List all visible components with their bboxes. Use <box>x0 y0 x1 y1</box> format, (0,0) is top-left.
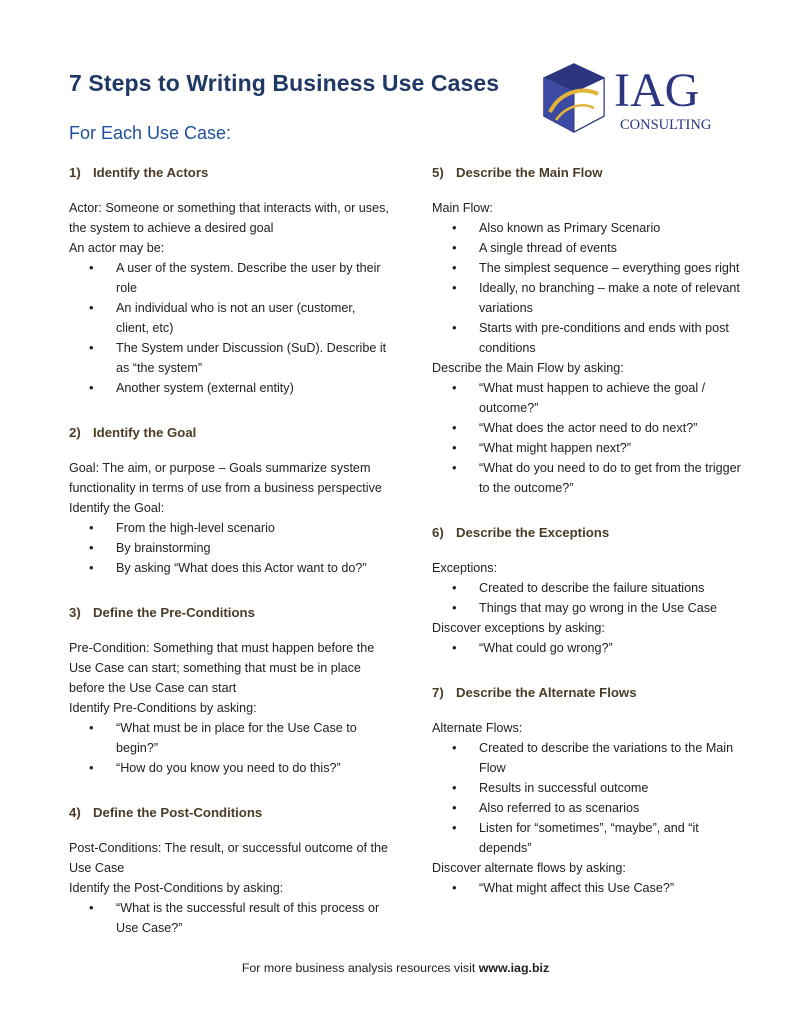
list-item: • From the high-level scenario <box>69 518 389 538</box>
list-item: • Starts with pre-conditions and ends with post conditions <box>432 318 752 358</box>
section-heading-text: Identify the Actors <box>93 165 209 180</box>
paragraph: Identify Pre-Conditions by asking: <box>69 701 257 715</box>
bullet-list <box>69 258 389 398</box>
paragraph: Actor: Someone or something that interacts with, or uses, the system to achieve a desired goal <box>69 201 389 235</box>
logo-subtext: CONSULTING <box>620 117 712 133</box>
list-item: • “What might happen next?” <box>432 438 752 458</box>
left-column <box>69 160 389 960</box>
section-heading <box>69 420 389 446</box>
bullet-list <box>432 638 752 658</box>
list-item: • The System under Discussion (SuD). Describe it as “the system” <box>69 338 389 378</box>
list-item: • An individual who is not an user (customer, client, etc) <box>69 298 389 338</box>
bullet-list <box>432 578 752 618</box>
footer <box>0 961 791 975</box>
section-heading <box>69 600 389 626</box>
paragraph: Goal: The aim, or purpose – Goals summarize system functionality in terms of use from a business perspective <box>69 461 382 495</box>
paragraph: Describe the Main Flow by asking: <box>432 361 624 375</box>
list-item: • Things that may go wrong in the Use Case <box>432 598 752 618</box>
section-step-2 <box>69 420 389 578</box>
logo-cube-icon <box>542 62 732 136</box>
section-heading <box>69 800 389 826</box>
section-number: 5) <box>432 165 444 180</box>
paragraph: Identify the Goal: <box>69 501 165 515</box>
footer-link[interactable]: www.iag.biz <box>478 961 550 975</box>
document-subtitle: For Each Use Case: <box>69 123 232 143</box>
list-item: • A single thread of events <box>432 238 752 258</box>
paragraph: Post-Conditions: The result, or successful outcome of the Use Case <box>69 841 388 875</box>
section-heading <box>69 160 389 186</box>
section-heading-text: Define the Post-Conditions <box>93 805 263 820</box>
list-item: • Another system (external entity) <box>69 378 389 398</box>
list-item: • A user of the system. Describe the user by their role <box>69 258 389 298</box>
section-step-1 <box>69 160 389 398</box>
section-heading-text: Identify the Goal <box>93 425 197 440</box>
paragraph: An actor may be: <box>69 241 165 255</box>
section-number: 1) <box>69 165 81 180</box>
section-heading <box>432 520 752 546</box>
document-title: 7 Steps to Writing Business Use Cases <box>69 70 500 96</box>
bullet-list <box>432 378 752 498</box>
section-number: 3) <box>69 605 81 620</box>
list-item: • “What does the actor need to do next?” <box>432 418 752 438</box>
iag-consulting-logo <box>542 62 732 136</box>
section-number: 4) <box>69 805 81 820</box>
list-item: • Also known as Primary Scenario <box>432 218 752 238</box>
section-heading <box>432 160 752 186</box>
paragraph: Discover exceptions by asking: <box>432 621 605 635</box>
paragraph: Main Flow: <box>432 201 493 215</box>
section-step-4 <box>69 800 389 938</box>
list-item: • By brainstorming <box>69 538 389 558</box>
bullet-list <box>432 218 752 358</box>
section-heading-text: Describe the Exceptions <box>456 525 610 540</box>
list-item: • Listen for “sometimes”, “maybe”, and “it depends” <box>432 818 752 858</box>
paragraph: Pre-Condition: Something that must happen before the Use Case can start; something that must be in place before the Use Case can start <box>69 641 375 695</box>
footer-text: For more business analysis resources visit <box>241 961 479 975</box>
section-number: 7) <box>432 685 444 700</box>
section-heading-text: Describe the Alternate Flows <box>456 685 637 700</box>
section-heading <box>432 680 752 706</box>
paragraph: Alternate Flows: <box>432 721 523 735</box>
list-item: • Also referred to as scenarios <box>432 798 752 818</box>
list-item: • “What could go wrong?” <box>432 638 752 658</box>
list-item: • The simplest sequence – everything goes right <box>432 258 752 278</box>
list-item: • “What must happen to achieve the goal / outcome?” <box>432 378 752 418</box>
paragraph: Discover alternate flows by asking: <box>432 861 626 875</box>
section-step-7 <box>432 680 752 898</box>
list-item: • Results in successful outcome <box>432 778 752 798</box>
list-item: • “What do you need to do to get from the trigger to the outcome?” <box>432 458 752 498</box>
section-number: 6) <box>432 525 444 540</box>
list-item: • By asking “What does this Actor want to do?” <box>69 558 389 578</box>
bullet-list <box>69 718 389 778</box>
paragraph: Exceptions: <box>432 561 498 575</box>
list-item: • “What is the successful result of this process or Use Case?” <box>69 898 389 938</box>
bullet-list <box>432 738 752 858</box>
list-item: • “What must be in place for the Use Case to begin?” <box>69 718 389 758</box>
list-item: • Ideally, no branching – make a note of relevant variations <box>432 278 752 318</box>
list-item: • Created to describe the failure situations <box>432 578 752 598</box>
section-step-5 <box>432 160 752 498</box>
section-step-6 <box>432 520 752 658</box>
section-heading-text: Describe the Main Flow <box>456 165 603 180</box>
list-item: • “What might affect this Use Case?” <box>432 878 752 898</box>
bullet-list <box>69 518 389 578</box>
list-item: • Created to describe the variations to the Main Flow <box>432 738 752 778</box>
logo-text: IAG <box>614 64 700 117</box>
section-heading-text: Define the Pre-Conditions <box>93 605 255 620</box>
bullet-list <box>69 898 389 938</box>
right-column <box>432 160 752 920</box>
paragraph: Identify the Post-Conditions by asking: <box>69 881 284 895</box>
bullet-list <box>432 878 752 898</box>
list-item: • “How do you know you need to do this?” <box>69 758 389 778</box>
section-number: 2) <box>69 425 81 440</box>
section-step-3 <box>69 600 389 778</box>
